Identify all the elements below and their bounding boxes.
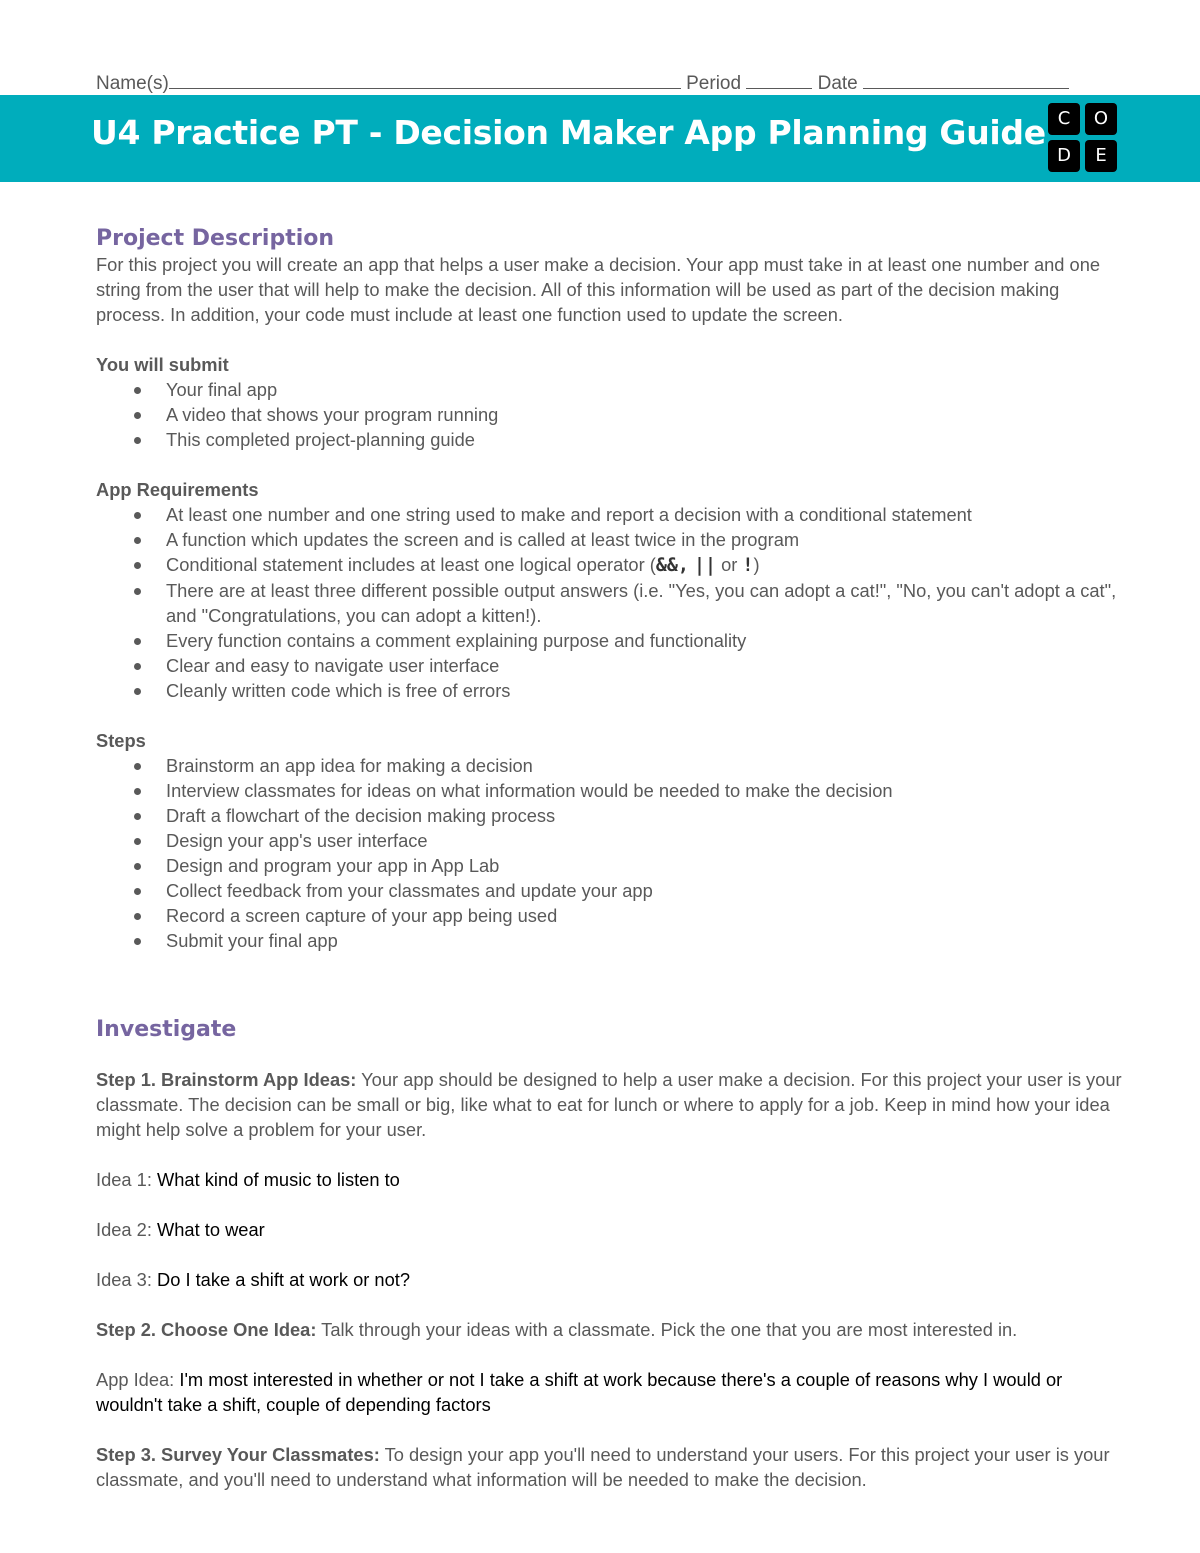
idea-2-answer[interactable]: What to wear — [157, 1219, 265, 1240]
list-item: Your final app — [166, 377, 1130, 402]
list-item: Brainstorm an app idea for making a decision — [166, 753, 1130, 778]
title-banner — [0, 95, 1200, 182]
project-description-heading: Project Description — [96, 226, 335, 251]
step1-text: Your app should be designed to help a user make a decision. For this project your user is your classmate. The decision can be small or big, like what to eat for lunch or where to apply for a job. Keep in mind how your idea might help solve a problem for your user. — [96, 1069, 1122, 1140]
list-item: Design your app's user interface — [166, 828, 1130, 853]
period-label: Period — [686, 73, 742, 94]
logo-letter-o: O — [1085, 103, 1117, 135]
idea-3 — [96, 1267, 1130, 1292]
requirements-list — [96, 502, 1130, 703]
idea-1-answer[interactable]: What kind of music to listen to — [157, 1169, 400, 1190]
requirements-heading: App Requirements — [96, 479, 259, 500]
app-idea-label: App Idea: — [96, 1369, 180, 1390]
list-item: Submit your final app — [166, 928, 1130, 953]
period-field[interactable] — [746, 70, 812, 89]
list-item: Interview classmates for ideas on what information would be needed to make the decision — [166, 778, 1130, 803]
idea-1 — [96, 1167, 1130, 1192]
step2-paragraph — [96, 1317, 1130, 1342]
logo-letter-e: E — [1085, 140, 1117, 172]
list-item: A function which updates the screen and is called at least twice in the program — [166, 527, 1130, 552]
operator-close: ) — [753, 554, 760, 575]
steps-heading: Steps — [96, 730, 146, 751]
idea-3-answer[interactable]: Do I take a shift at work or not? — [157, 1269, 411, 1290]
list-item: This completed project-planning guide — [166, 427, 1130, 452]
logo-letter-c: C — [1048, 103, 1080, 135]
date-field[interactable] — [863, 70, 1069, 89]
idea-2 — [96, 1217, 1130, 1242]
or-operator: || — [693, 555, 716, 576]
list-item: There are at least three different possible output answers (i.e. "Yes, you can adopt a cat!", "No, you can't adopt a cat", and "Congratulations, you can adopt a kitten!). — [166, 578, 1130, 628]
step1-paragraph — [96, 1067, 1130, 1142]
list-item: Collect feedback from your classmates and update your app — [166, 878, 1130, 903]
submit-list — [96, 377, 1130, 452]
list-item: At least one number and one string used to make and report a decision with a conditional statement — [166, 502, 1130, 527]
investigate-heading: Investigate — [96, 1017, 237, 1042]
operator-text: Conditional statement includes at least one logical operator ( — [166, 554, 656, 575]
idea-3-label: Idea 3: — [96, 1269, 157, 1290]
names-label: Name(s) — [96, 73, 169, 94]
code-org-logo — [1048, 103, 1120, 175]
logo-letter-d: D — [1048, 140, 1080, 172]
document-body — [96, 222, 1130, 1492]
list-item — [166, 552, 1130, 578]
step2-label: Step 2. Choose One Idea: — [96, 1319, 317, 1340]
step3-paragraph — [96, 1442, 1130, 1492]
date-label: Date — [817, 73, 858, 94]
submit-heading: You will submit — [96, 354, 229, 375]
steps-list — [96, 753, 1130, 953]
list-item: A video that shows your program running — [166, 402, 1130, 427]
step3-text: To design your app you'll need to understand your users. For this project your user is your classmate, and you'll need to understand what information will be needed to make the decision. — [96, 1444, 1110, 1490]
or-word: or — [721, 554, 738, 575]
list-item: Record a screen capture of your app being used — [166, 903, 1130, 928]
idea-1-label: Idea 1: — [96, 1169, 157, 1190]
list-item: Clear and easy to navigate user interface — [166, 653, 1130, 678]
list-item: Every function contains a comment explaining purpose and functionality — [166, 628, 1130, 653]
step2-text: Talk through your ideas with a classmate. Pick the one that you are most interested in. — [316, 1319, 1018, 1340]
list-item: Cleanly written code which is free of errors — [166, 678, 1130, 703]
and-operator: &&, — [655, 555, 689, 576]
document-title: U4 Practice PT - Decision Maker App Planning Guide — [91, 113, 1046, 152]
app-idea-answer[interactable]: I'm most interested in whether or not I take a shift at work because there's a couple of reasons why I would or wouldn't take a shift, couple of depending factors — [96, 1369, 1063, 1415]
names-field[interactable] — [169, 70, 681, 89]
app-idea — [96, 1367, 1130, 1417]
not-operator: ! — [742, 555, 754, 576]
step3-label: Step 3. Survey Your Classmates: — [96, 1444, 380, 1465]
project-description-text: For this project you will create an app that helps a user make a decision. Your app must take in at least one number and one string from the user that will help to make the decision. All of this information will be used as part of the decision making process. In addition, your code must include at least one function used to update the screen. — [96, 254, 1101, 325]
list-item: Design and program your app in App Lab — [166, 853, 1130, 878]
idea-2-label: Idea 2: — [96, 1219, 157, 1240]
step1-label: Step 1. Brainstorm App Ideas: — [96, 1069, 357, 1090]
list-item: Draft a flowchart of the decision making process — [166, 803, 1130, 828]
name-period-date-line — [96, 70, 1086, 95]
